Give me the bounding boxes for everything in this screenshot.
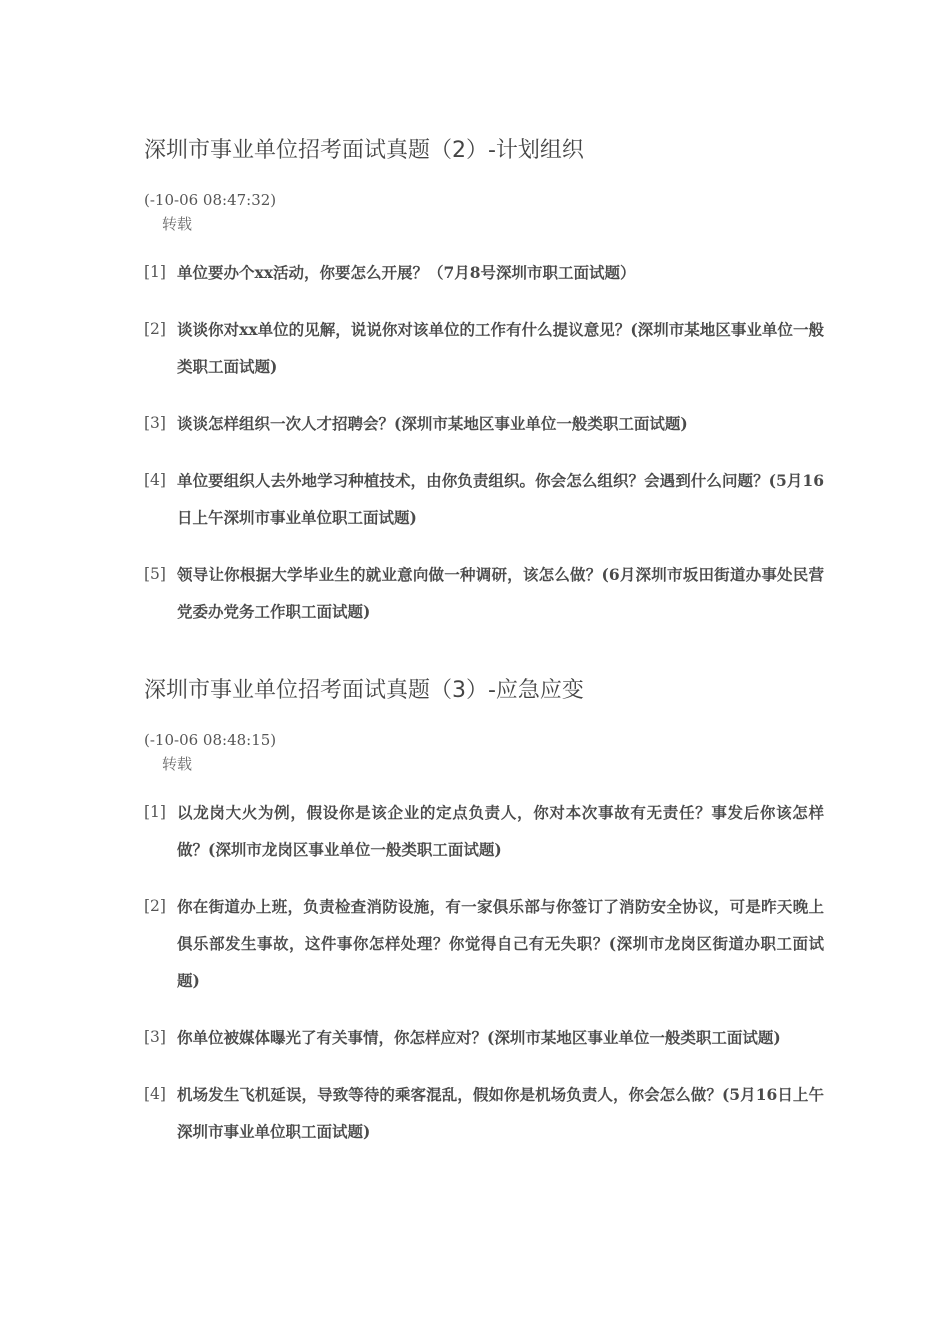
question-text: 单位要组织人去外地学习种植技术，由你负责组织。你会怎么组织？会遇到什么问题？(5月16日上午深圳市事业单位职工面试题): [177, 471, 824, 527]
question-text: 以龙岗大火为例，假设你是该企业的定点负责人，你对本次事故有无责任？事发后你该怎样做？(深圳市龙岗区事业单位一般类职工面试题): [177, 803, 824, 859]
question-item: [144, 311, 824, 385]
question-text: 谈谈你对xx单位的见解，说说你对该单位的工作有什么提议意见？(深圳市某地区事业单位一般类职工面试题): [177, 320, 824, 376]
question-list: [144, 794, 824, 1150]
article-section-emergency: [144, 676, 824, 1170]
question-item: [144, 1076, 824, 1150]
article-date: (-10-06 08:47:32): [144, 191, 277, 209]
question-number: [3]: [144, 414, 166, 432]
repost-tag: 转载: [162, 755, 193, 773]
question-text: 机场发生飞机延误，导致等待的乘客混乱，假如你是机场负责人，你会怎么做？(5月16日上午深圳市事业单位职工面试题): [177, 1085, 824, 1141]
question-item: [144, 1019, 824, 1056]
article-title: 深圳市事业单位招考面试真题（3）-应急应变: [144, 678, 584, 703]
question-number: [4]: [144, 1085, 166, 1103]
question-item: [144, 405, 824, 442]
question-text: 单位要办个xx活动，你要怎么开展？（7月8号深圳市职工面试题）: [177, 263, 636, 282]
question-item: [144, 254, 824, 291]
question-number: [4]: [144, 471, 166, 489]
question-text: 你单位被媒体曝光了有关事情，你怎样应对？(深圳市某地区事业单位一般类职工面试题): [177, 1028, 781, 1047]
article-meta: [144, 728, 824, 776]
question-text: 谈谈怎样组织一次人才招聘会？(深圳市某地区事业单位一般类职工面试题): [177, 414, 688, 433]
article-date: (-10-06 08:48:15): [144, 731, 277, 749]
question-list: [144, 254, 824, 630]
question-item: [144, 794, 824, 868]
question-item: [144, 462, 824, 536]
question-number: [2]: [144, 320, 166, 338]
article-section-planning: [144, 136, 824, 650]
article-title: 深圳市事业单位招考面试真题（2）-计划组织: [144, 138, 584, 163]
repost-tag: 转载: [162, 215, 193, 233]
question-number: [1]: [144, 803, 166, 821]
question-number: [3]: [144, 1028, 166, 1046]
article-meta: [144, 188, 824, 236]
question-text: 你在街道办上班，负责检查消防设施，有一家俱乐部与你签订了消防安全协议，可是昨天晚上俱乐部发生事故，这件事你怎样处理？你觉得自己有无失职？(深圳市龙岗区街道办职工面试题): [177, 897, 824, 990]
question-number: [5]: [144, 565, 166, 583]
question-item: [144, 556, 824, 630]
question-text: 领导让你根据大学毕业生的就业意向做一种调研，该怎么做？(6月深圳市坂田街道办事处民营党委办党务工作职工面试题): [177, 565, 824, 621]
question-number: [2]: [144, 897, 166, 915]
question-number: [1]: [144, 263, 166, 281]
question-item: [144, 888, 824, 999]
